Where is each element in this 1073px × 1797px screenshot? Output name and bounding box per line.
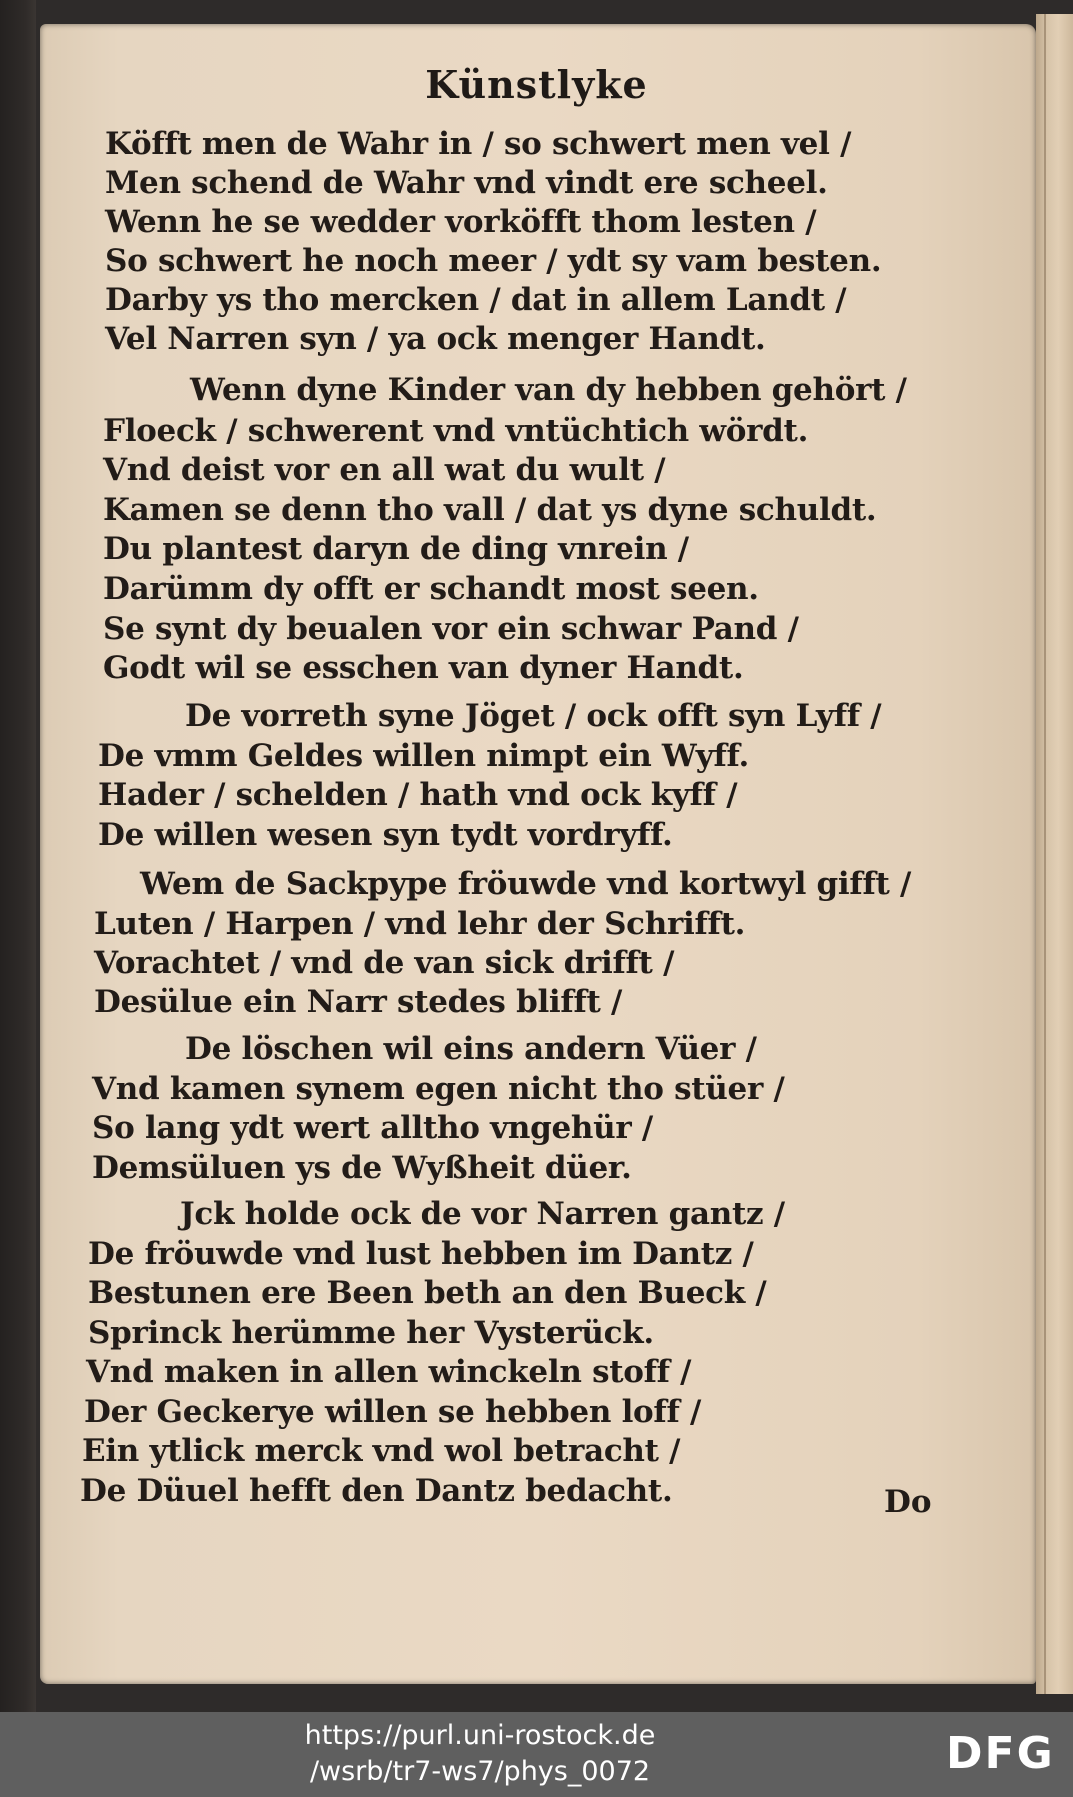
verse-line: De willen wesen syn tydt vordryff. bbox=[98, 817, 673, 853]
running-head: Künstlyke bbox=[425, 62, 648, 107]
verse-line: Ein ytlick merck vnd wol betracht / bbox=[82, 1433, 681, 1469]
scan-left-margin bbox=[0, 0, 36, 1712]
verse-line: Desülue ein Narr stedes blifft / bbox=[94, 984, 623, 1020]
verse-line: Kamen se denn tho vall / dat ys dyne schuldt. bbox=[103, 492, 877, 528]
verse-line: So schwert he noch meer / ydt sy vam besten. bbox=[105, 243, 882, 279]
verse-line: Darümm dy offt er schandt most seen. bbox=[103, 571, 759, 607]
verse-line: Vorachtet / vnd de van sick drifft / bbox=[94, 945, 675, 981]
verse-line: Wenn dyne Kinder van dy hebben gehört / bbox=[190, 372, 907, 408]
verse-line: De Düuel hefft den Dantz bedacht. bbox=[80, 1473, 673, 1509]
dfg-logo: DFG bbox=[946, 1728, 1055, 1779]
permalink[interactable] bbox=[250, 1718, 710, 1790]
permalink-line-2: /wsrb/tr7-ws7/phys_0072 bbox=[309, 1756, 651, 1787]
verse-line: Hader / schelden / hath vnd ock kyff / bbox=[98, 777, 738, 813]
verse-line: Köfft men de Wahr in / so schwert men vel / bbox=[105, 126, 852, 162]
verse-line: Jck holde ock de vor Narren gantz / bbox=[180, 1196, 785, 1232]
verse-line: Vnd deist vor en all wat du wult / bbox=[103, 452, 666, 488]
verse-line: De fröuwde vnd lust hebben im Dantz / bbox=[88, 1236, 754, 1272]
verse-line: Se synt dy beualen vor ein schwar Pand / bbox=[103, 611, 799, 647]
verse-line: Bestunen ere Been beth an den Bueck / bbox=[88, 1275, 767, 1311]
verse-line: Der Geckerye willen se hebben loff / bbox=[84, 1394, 702, 1430]
verse-line: Vnd maken in allen winckeln stoff / bbox=[86, 1354, 692, 1390]
catchword: Do bbox=[884, 1484, 932, 1520]
verse-line: De löschen wil eins andern Vüer / bbox=[185, 1031, 757, 1067]
verse-line: Demsüluen ys de Wyßheit düer. bbox=[92, 1150, 632, 1186]
page-stack-edge bbox=[1036, 14, 1073, 1694]
verse-line: Darby ys tho mercken / dat in allem Landt / bbox=[105, 282, 847, 318]
verse-line: Luten / Harpen / vnd lehr der Schrifft. bbox=[94, 906, 746, 942]
verse-line: Sprinck herümme her Vysterück. bbox=[88, 1315, 654, 1351]
verse-line: Floeck / schwerent vnd vntüchtich wördt. bbox=[103, 413, 809, 449]
verse-line: Vel Narren syn / ya ock menger Handt. bbox=[105, 321, 766, 357]
verse-line: De vorreth syne Jöget / ock offt syn Lyff / bbox=[185, 698, 882, 734]
verse-line: De vmm Geldes willen nimpt ein Wyff. bbox=[98, 738, 749, 774]
verse-line: Wenn he se wedder vorköfft thom lesten / bbox=[105, 204, 817, 240]
permalink-line-1: https://purl.uni-rostock.de bbox=[304, 1720, 656, 1751]
verse-line: Vnd kamen synem egen nicht tho stüer / bbox=[92, 1071, 785, 1107]
verse-line: Du plantest daryn de ding vnrein / bbox=[103, 531, 689, 567]
verse-line: Wem de Sackpype fröuwde vnd kortwyl gifft / bbox=[140, 866, 912, 902]
verse-line: So lang ydt wert alltho vngehür / bbox=[92, 1110, 653, 1146]
verse-line: Men schend de Wahr vnd vindt ere scheel. bbox=[105, 165, 828, 201]
verse-line: Godt wil se esschen van dyner Handt. bbox=[103, 650, 744, 686]
